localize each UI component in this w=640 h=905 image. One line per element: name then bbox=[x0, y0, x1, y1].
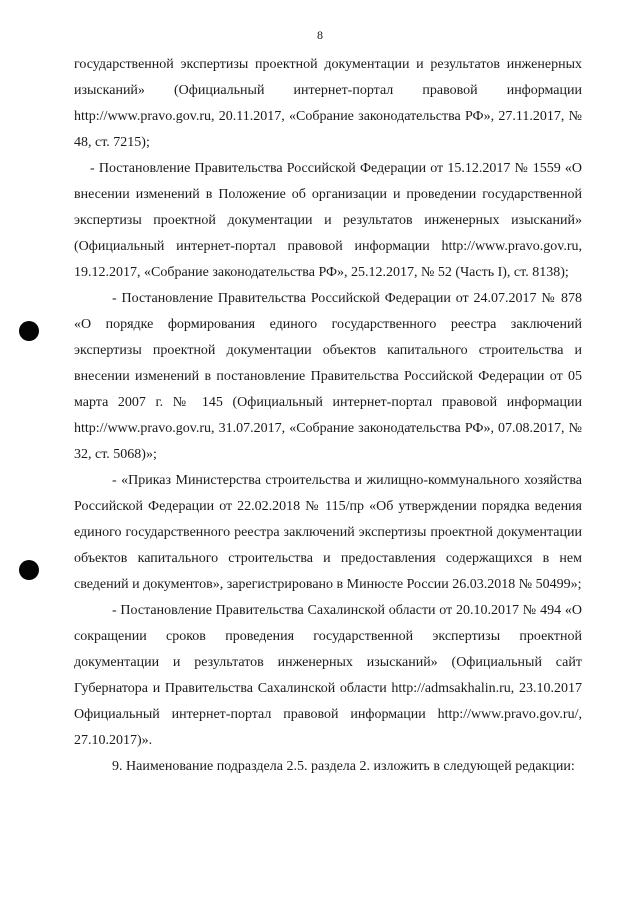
paragraph-decree-878: - Постановление Правительства Российской Федерации от 24.07.2017 № 878 «О порядке формирования единого государственного реестра заключений экспертизы проектной документации объектов капитального строительства и внесении изменений в постановление Правительства Российской Федерации от 05 марта 2007 г. № 145 (Официальный интернет-портал правовой информации http://www.pravo.gov.ru, 31.07.2017, «Собрание законодательства РФ», 07.08.2017, № 32, ст. 5068)»; bbox=[74, 291, 582, 462]
punch-hole-bottom bbox=[19, 560, 39, 580]
paragraph-continuation: государственной экспертизы проектной документации и результатов инженерных изысканий» (Официальный интернет-портал правовой информации http://www.pravo.gov.ru, 20.11.2017, «Собрание законодательства РФ», 27.11.2017, № 48, ст. 7215); bbox=[74, 57, 582, 150]
paragraph-item-9: 9. Наименование подраздела 2.5. раздела 2. изложить в следующей редакции: bbox=[112, 759, 575, 774]
paragraph-decree-1559: - Постановление Правительства Российской Федерации от 15.12.2017 № 1559 «О внесении изменений в Положение об организации и проведении государственной экспертизы проектной документации и результатов инженерных изысканий» (Официальный интернет-портал правовой информации http://www.pravo.gov.ru, 19.12.2017, «Собрание законодательства РФ», 25.12.2017, № 52 (Часть I), ст. 8138); bbox=[74, 161, 582, 280]
punch-hole-top bbox=[19, 321, 39, 341]
paragraph-order-115: - «Приказ Министерства строительства и жилищно-коммунального хозяйства Российской Федерации от 22.02.2018 № 115/пр «Об утверждении порядка ведения единого государственного реестра заключений экспертизы проектной документации объектов капитального строительства и предоставления содержащихся в нем сведений и документов», зарегистрировано в Минюсте России 26.03.2018 № 50499»; bbox=[74, 473, 582, 592]
page-number: 8 bbox=[317, 28, 323, 42]
document-body bbox=[74, 52, 582, 780]
paragraph-decree-494: - Постановление Правительства Сахалинской области от 20.10.2017 № 494 «О сокращении сроков проведения государственной экспертизы проектной документации и результатов инженерных изысканий» (Официальный сайт Губернатора и Правительства Сахалинской области http://admsakhalin.ru, 23.10.2017 Официальный интернет-портал правовой информации http://www.pravo.gov.ru/, 27.10.2017)». bbox=[74, 603, 582, 748]
